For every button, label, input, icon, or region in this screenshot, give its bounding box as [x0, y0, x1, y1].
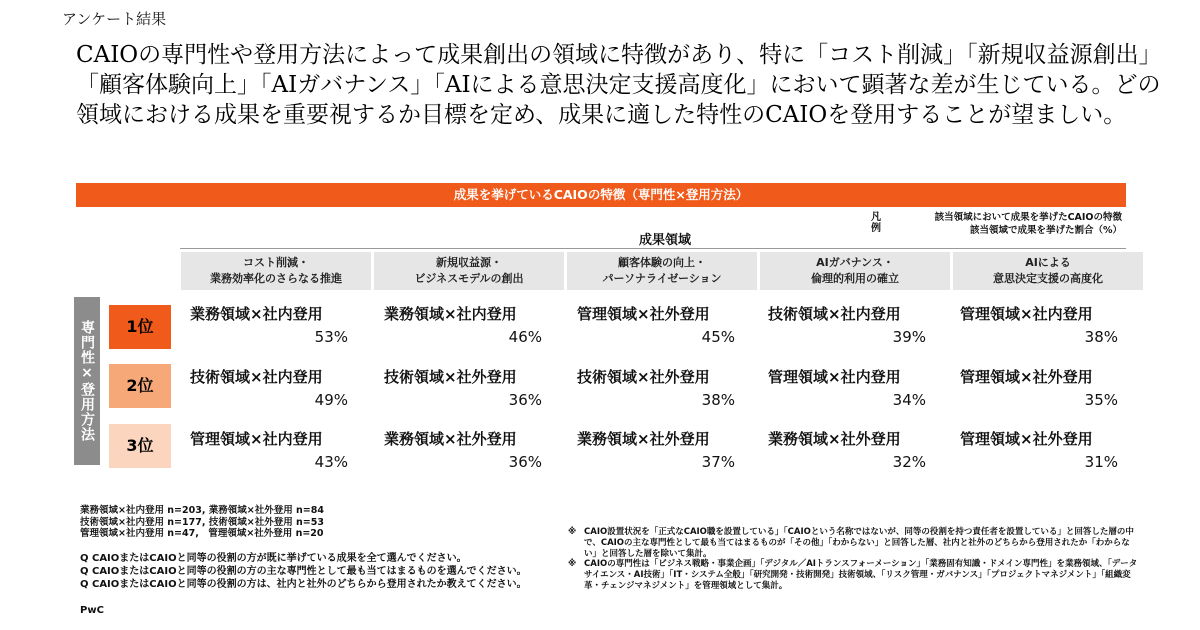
cell-percent: 31%: [1084, 453, 1118, 471]
ranking-cell: [960, 366, 1140, 409]
cell-percent: 38%: [701, 391, 735, 409]
cell-feature: 管理領域×社内登用: [960, 305, 1093, 323]
column-header-line: 業務効率化のさらなる推進: [210, 272, 342, 285]
cell-percent: 53%: [314, 328, 348, 346]
ranking-cell: [190, 366, 370, 409]
cell-percent: 46%: [508, 328, 542, 346]
table-banner: 成果を挙げているCAIOの特徴（専門性×登用方法）: [76, 183, 1126, 207]
ranking-cell: [768, 428, 948, 471]
ranking-cell: [960, 428, 1140, 471]
column-header: [760, 252, 950, 290]
footnote-text: CAIO設置状況を「正式なCAIO職を設置している」「CAIOという名称ではないが、同等の役割を持つ責任者を設置している」と回答した層の中で、CAIOの主な専門性として最も当てはまるものが「その他」「わからない」と回答した層、社内と社外のどちらから登用されたか「わからない」と回答した層を除いて集計。: [584, 527, 1134, 559]
rank-badge-1: 1位: [109, 305, 171, 349]
cell-feature: 管理領域×社外登用: [960, 368, 1093, 386]
domain-divider: [180, 248, 1126, 249]
column-header-line: コスト削減・: [243, 256, 309, 269]
sample-note: 業務領域×社内登用 n=203, 業務領域×社外登用 n=84: [80, 505, 324, 516]
rank-badge-3: 3位: [109, 424, 171, 468]
cell-percent: 38%: [1084, 328, 1118, 346]
column-header: [374, 252, 564, 290]
sample-size-notes: [80, 505, 324, 540]
cell-feature: 技術領域×社外登用: [384, 368, 517, 386]
ranking-cell: [960, 303, 1140, 346]
column-header-line: 意思決定支援の高度化: [993, 272, 1103, 285]
column-header-line: 倫理的利用の確立: [811, 272, 899, 285]
cell-feature: 技術領域×社内登用: [768, 305, 901, 323]
sample-note: 管理領域×社内登用 n=47, 管理領域×社外登用 n=20: [80, 528, 324, 539]
ranking-cell: [190, 303, 370, 346]
ranking-cell: [384, 366, 564, 409]
ranking-cell: [577, 366, 757, 409]
legend-line-percent: 該当領域で成果を挙げた割合（%）: [969, 225, 1122, 236]
footnote: [568, 527, 1138, 559]
cell-percent: 35%: [1084, 391, 1118, 409]
survey-question: Q CAIOまたはCAIOと同等の役割の方の主な専門性として最も当てはまるものを選んでください。: [80, 566, 527, 577]
footer-logo-text: PwC: [80, 605, 104, 616]
cell-feature: 管理領域×社内登用: [768, 368, 901, 386]
headline: CAIOの専門性や登用方法によって成果創出の領域に特徴があり、特に「コスト削減」「新規収益源創出」「顧客体験向上」「AIガバナンス」「AIによる意思決定支援高度化」において顕著な差が生じている。どの領域における成果を重要視するか目標を定め、成果に適した特性のCAIOを登用することが望ましい。: [76, 42, 1162, 128]
footnote-text: CAIOの専門性は「ビジネス戦略・事業企画」「デジタル／AIトランスフォーメーション」「業務固有知識・ドメイン専門性」を業務領域、「データサイエンス・AI技術」「IT・システム全般」「研究開発・技術開発」技術領域、「リスク管理・ガバナンス」「プロジェクトマネジメント」「組織変革・チェンジマネジメント」を管理領域として集計。: [584, 559, 1138, 591]
legend-line-feature: 該当領域において成果を挙げたCAIOの特徴: [934, 212, 1122, 223]
cell-percent: 36%: [508, 453, 542, 471]
cell-feature: 業務領域×社外登用: [768, 430, 901, 448]
column-header-line: ビジネスモデルの創出: [414, 272, 524, 285]
cell-feature: 技術領域×社外登用: [577, 368, 710, 386]
cell-percent: 49%: [314, 391, 348, 409]
cell-percent: 39%: [892, 328, 926, 346]
cell-feature: 業務領域×社外登用: [384, 430, 517, 448]
domain-label: 成果領域: [638, 233, 691, 248]
footnotes: [568, 527, 1138, 592]
legend-mark: 凡例: [871, 212, 881, 234]
ranking-cell: [768, 303, 948, 346]
survey-label: アンケート結果: [62, 10, 167, 28]
column-header-line: 顧客体験の向上・: [618, 256, 706, 269]
row-axis-label: 専門性×登用方法: [74, 297, 100, 465]
footnote: [568, 559, 1138, 591]
ranking-cell: [577, 303, 757, 346]
ranking-cell: [768, 366, 948, 409]
ranking-cell: [577, 428, 757, 471]
cell-percent: 36%: [508, 391, 542, 409]
footnote-mark: ※: [568, 559, 577, 570]
cell-feature: 技術領域×社内登用: [190, 368, 323, 386]
column-header: [181, 252, 371, 290]
column-header-line: AIガバナンス・: [816, 256, 894, 269]
cell-feature: 管理領域×社外登用: [960, 430, 1093, 448]
cell-percent: 37%: [701, 453, 735, 471]
column-header: [567, 252, 757, 290]
cell-feature: 業務領域×社内登用: [384, 305, 517, 323]
cell-percent: 43%: [314, 453, 348, 471]
column-header-line: AIによる: [1025, 256, 1071, 269]
ranking-cell: [384, 303, 564, 346]
cell-feature: 管理領域×社外登用: [577, 305, 710, 323]
cell-feature: 業務領域×社外登用: [577, 430, 710, 448]
ranking-cell: [384, 428, 564, 471]
cell-feature: 業務領域×社内登用: [190, 305, 323, 323]
column-header: [953, 252, 1143, 290]
legend: [890, 211, 1122, 237]
footnote-mark: ※: [568, 527, 577, 537]
rank-badge-2: 2位: [109, 364, 171, 408]
ranking-cell: [190, 428, 370, 471]
cell-percent: 34%: [892, 391, 926, 409]
cell-percent: 45%: [701, 328, 735, 346]
survey-question: Q CAIOまたはCAIOと同等の役割の方は、社内と社外のどちらから登用されたか教えてください。: [80, 579, 527, 590]
cell-percent: 32%: [892, 453, 926, 471]
column-header-line: 新規収益源・: [436, 256, 502, 269]
sample-note: 技術領域×社内登用 n=177, 技術領域×社外登用 n=53: [80, 516, 324, 528]
survey-question: Q CAIOまたはCAIOと同等の役割の方が既に挙げている成果を全て選んでください。: [80, 553, 467, 564]
cell-feature: 管理領域×社内登用: [190, 430, 323, 448]
column-header-line: パーソナライゼーション: [602, 272, 722, 285]
